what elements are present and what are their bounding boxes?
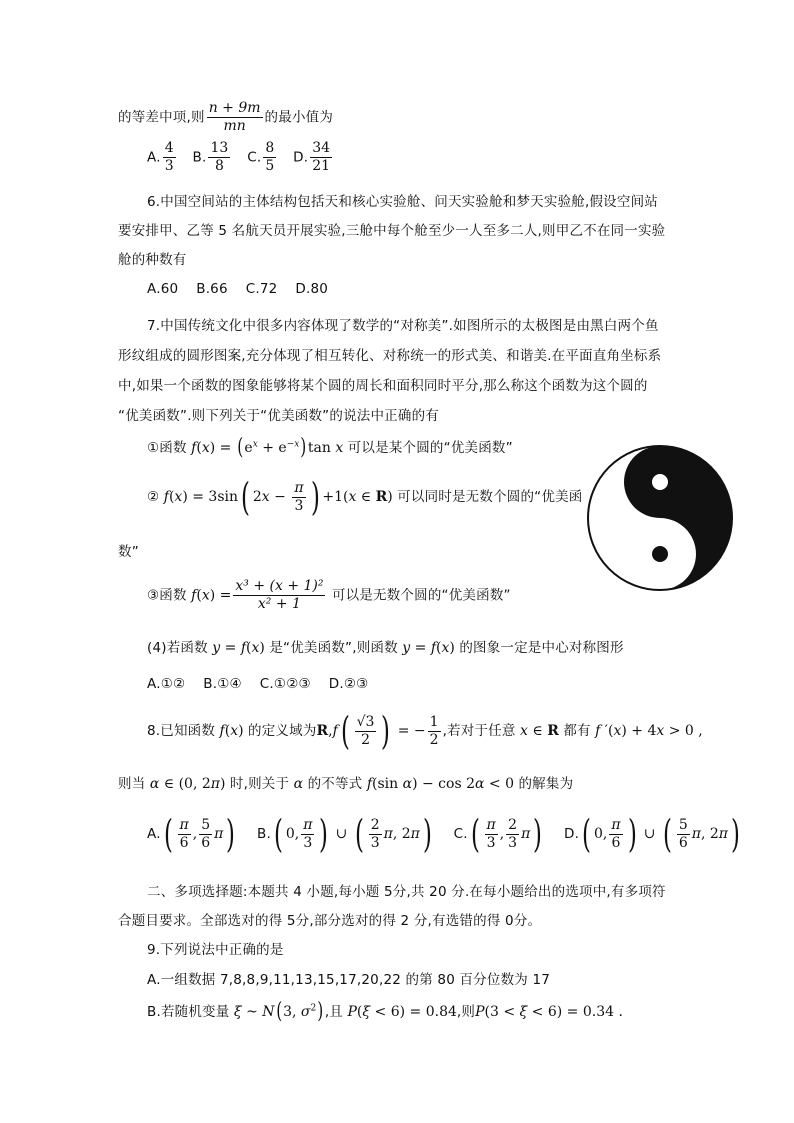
q9-option-b: B.若随机变量 ξ ~ N(3, $\sigma^2$),且 P(ξ < 6) = 0.84,则P(3 < ξ < 6) = 0.34 . xyxy=(147,999,623,1024)
q6-options: A.60 B.66 C.72 D.80 xyxy=(147,281,329,297)
q7-line3: 中,如果一个函数的图象能够将某个圆的周长和面积同时平分,那么称这个函数为这个圆的 xyxy=(118,378,648,394)
q5-options: A. $\frac{4}{3}$ B. $\frac{13}{8}$ C. $\frac{8}{5}$ D. $\frac{34}{21}$ xyxy=(147,140,331,174)
q7-statement-2-wrap: 数” xyxy=(118,544,139,560)
q5-expression: $\frac{n + 9m}{mn}$ xyxy=(208,100,261,134)
q7-line1: 7.中国传统文化中很多内容体现了数学的“对称美”.如图所示的太极图是由黑白两个鱼 xyxy=(147,318,659,334)
q5-option-a: $\frac{4}{3}$ xyxy=(164,140,174,174)
q5-option-c: $\frac{8}{5}$ xyxy=(265,140,275,174)
q7-statement-1: ①函数 $f(x) = (e^x + e^{-x})\tan$ x 可以是某个圆的“优美函数” xyxy=(147,435,513,460)
q8-options: A.( $\frac{\pi}{6}$ , $\frac{5}{6}$ π) B.( 0, $\frac{\pi}{3}$ ) ∪ ( $\frac{2}{3}$ π, 2π) C.( $\frac{\pi}{3}$ , $\frac{2}{3}$ π) D.( 0, $\frac{\pi}{6}$ ) ∪ ( $\frac{5}{6}$ π, 2π) xyxy=(147,812,740,856)
q7-statement-4: (4)若函数 y = f(x) 是“优美函数”,则函数 y = f(x) 的图象一定是中心对称图形 xyxy=(147,640,624,656)
q8-line2: 则当 α ∈ (0, 2π) 时,则关于 α 的不等式 f(sin α) − cos 2α < 0 的解集为 xyxy=(118,776,574,792)
q5-option-d: $\frac{34}{21}$ xyxy=(312,140,331,174)
q7-statement-3: ③函数 f(x) = $\frac{\text{x³ + (x + 1)²}}{\text{x² + 1}}$ 可以是无数个圆的“优美函数” xyxy=(147,578,511,612)
q6-line1: 6.中国空间站的主体结构包括天和核心实验舱、问天实验舱和梦天实验舱,假设空间站 xyxy=(147,194,658,210)
q5-option-b: $\frac{13}{8}$ xyxy=(210,140,229,174)
section2-line1: 二、多项选择题:本题共 4 小题,每小题 5分,共 20 分.在每小题给出的选项中,有多项符 xyxy=(147,884,666,900)
q8-line1: 8.已知函数 f(x) 的定义域为R,f( $\frac{√3}{2}$ ) = − $\frac{1}{2}$ ,若对于任意 x ∈ R 都有 f ′(x) + 4x > 0 , xyxy=(147,709,703,753)
taiji-figure xyxy=(585,443,735,593)
q9-option-a: A.一组数据 7,8,8,9,11,13,15,17,20,22 的第 80 百分位数为 17 xyxy=(147,972,551,988)
q6-line2: 要安排甲、乙等 5 名航天员开展实验,三舱中每个舱至少一人至多二人,则甲乙不在同一实验 xyxy=(118,223,666,239)
q5-stem: 的等差中项,则 $\frac{n + 9m}{mn}$ 的最小值为 xyxy=(118,100,334,134)
q7-line2: 形纹组成的圆形图案,充分体现了相互转化、对称统一的形式美、和谐美.在平面直角坐标系 xyxy=(118,348,662,364)
q7-line4: “优美函数”.则下列关于“优美函数”的说法中正确的有 xyxy=(118,408,439,424)
q7-statement-2: ② f(x) = 3sin( 2x − $\frac{\pi}{3}$ ) +1(x ∈ R) 可以同时是无数个圆的“优美函 xyxy=(147,475,583,519)
section2-line2: 合题目要求。全部选对的得 5分,部分选对的得 2 分,有选错的得 0分。 xyxy=(118,913,542,929)
q6-line3: 舱的种数有 xyxy=(118,252,187,268)
q9-stem: 9.下列说法中正确的是 xyxy=(147,942,284,958)
q7-options: A.①② B.①④ C.①②③ D.②③ xyxy=(147,676,369,692)
